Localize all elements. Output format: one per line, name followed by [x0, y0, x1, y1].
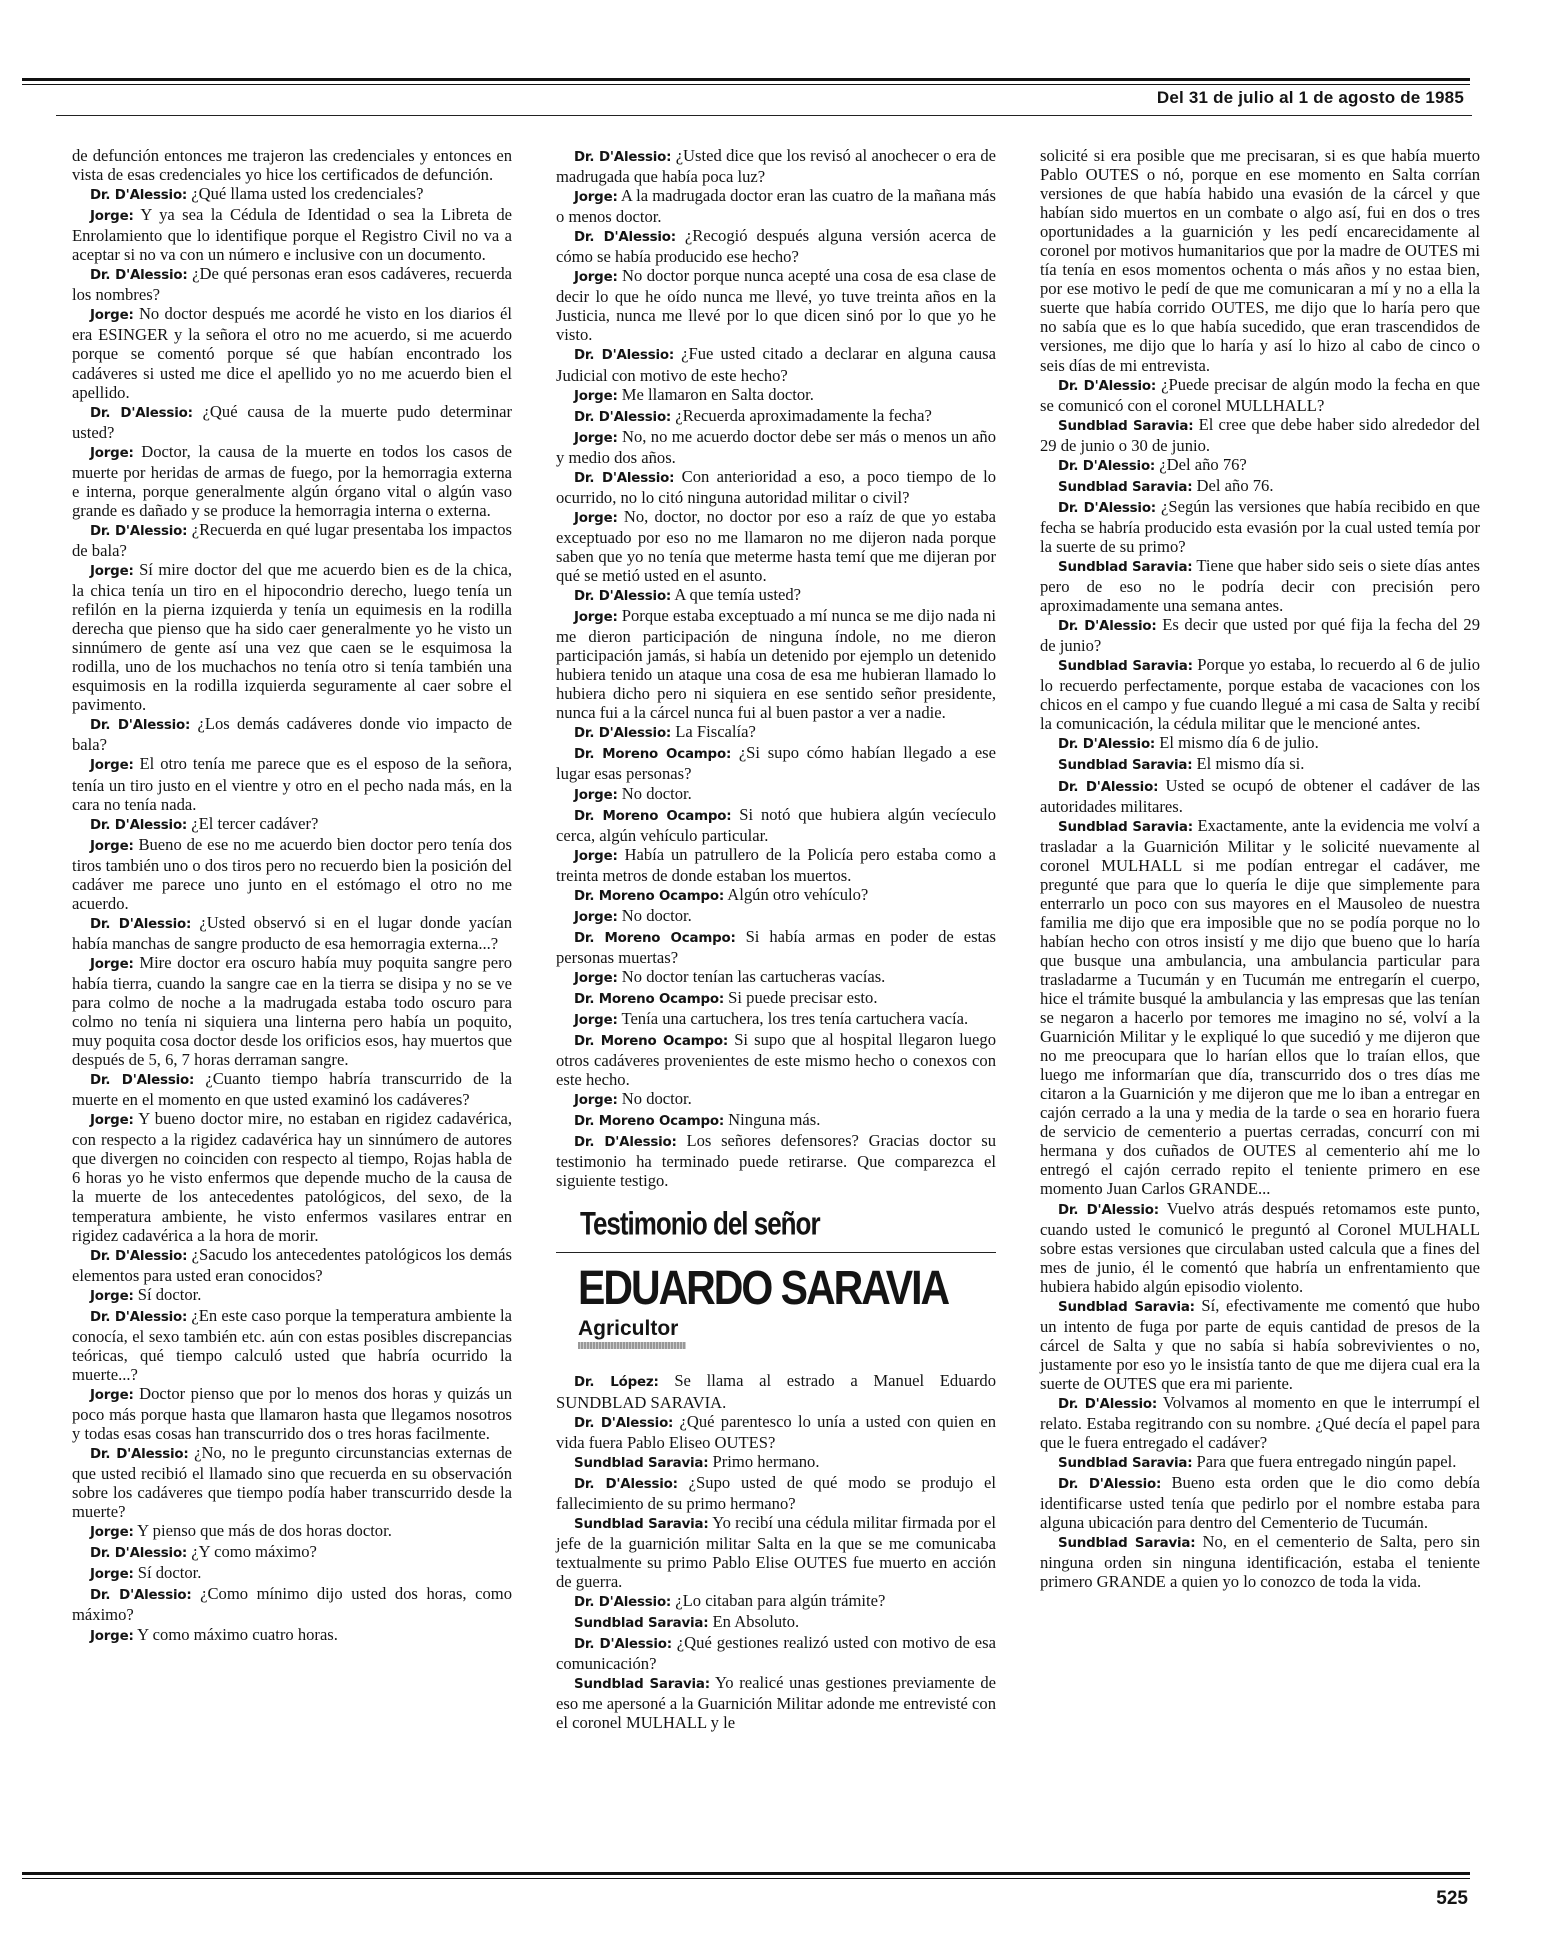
- speech-text: ¿De qué personas eran esos cadáveres, recuerda los nombres?: [72, 264, 513, 305]
- transcript-paragraph: [72, 1542, 512, 1563]
- speaker-label: Jorge:: [574, 1093, 618, 1109]
- top-rule: [22, 78, 1470, 81]
- speech-text: La Fiscalía?: [675, 722, 756, 742]
- speaker-label: Jorge:: [90, 838, 134, 854]
- speech-text: Y pienso que más de dos horas doctor.: [137, 1521, 392, 1541]
- transcript-paragraph: [556, 906, 996, 927]
- speech-text: Si supo que al hospital llegaron luego otros cadáveres provenientes de este mismo hecho o conexos con este hecho.: [556, 1030, 996, 1090]
- speaker-label: Jorge:: [90, 758, 134, 774]
- speech-text: No, en el cementerio de Salta, pero sin ninguna orden sin ninguna identificación, estaba el teniente primero GRANDE a quien yo lo conozco de toda la vida.: [1040, 1532, 1481, 1592]
- transcript-paragraph: [556, 805, 996, 845]
- speech-text: Porque estaba exceptuado a mí nunca se me dijo nada ni me dieron participación de ninguna índole, no me dieron participación jamás, si había un detenido por ejemplo un detenido hubiera tenido un ataque una cosa de esa me hubieran llamado lo hubiera dicho pero ni siquiera en ese sentido señor presidente, nunca fui a la cárcel nunca fui al buen pastor a ver a nadie.: [556, 606, 996, 723]
- speech-text: A la madrugada doctor eran las cuatro de la mañana más o menos doctor.: [556, 186, 997, 227]
- transcript-paragraph: [72, 264, 512, 304]
- speech-text: A que temía usted?: [674, 585, 802, 605]
- speech-text: ¿Puede precisar de algún modo la fecha en que se comunicó con el coronel MULLHALL?: [1040, 374, 1480, 415]
- speaker-label: Dr. D'Alessio:: [90, 1588, 192, 1604]
- speech-text: ¿Qué parentesco lo unía a usted con quien en vida fuera Pablo Eliseo OUTES?: [556, 1411, 996, 1452]
- transcript-paragraph: [556, 1612, 996, 1633]
- speaker-label: Jorge:: [90, 1113, 134, 1129]
- transcript-paragraph: [72, 442, 512, 520]
- speech-text: ¿Qué gestiones realizó usted con motivo de esa comunicación?: [556, 1633, 996, 1674]
- transcript-paragraph: [1040, 1473, 1480, 1532]
- transcript-paragraph: [1040, 754, 1480, 775]
- speaker-label: Jorge:: [90, 563, 134, 579]
- transcript-paragraph: [72, 714, 512, 754]
- transcript-paragraph: [72, 835, 512, 913]
- column-2: [556, 146, 996, 1732]
- speaker-label: Jorge:: [574, 1013, 618, 1029]
- speech-text: ¿No, no le pregunto circunstancias externas de que usted recibió el llamado sino que recuerda en su observación sobre los cadáveres que tiempo podía haber transcurrido desde la muerte?: [72, 1443, 512, 1522]
- speech-text: solicité si era posible que me precisaran, si es que había muerto Pablo OUTES o nó, porque en ese momento en Salta corrían versiones de que había habido una evasión de la cárcel y que habían sido muertos en un combate o algo así, fui en dos o tres oportunidades a la guarnición y les pedí encarecidamente al coronel por motivos humanitarios que por la madre de OUTES mi tía tenía en esos momentos ochenta o más años y no estaa bien, por ese motivo le pedí de que me comunicaran a mí y no a ella la suerte que había corrido OUTES, me dijo que lo haría pero que no sabía que es lo que había sucedido, que eran trascendidos de versiones, me dijo que lo haría y así lo hizo al cabo de cinco o seis días de mi entrevista.: [1040, 146, 1480, 375]
- speech-text: Doctor pienso que por lo menos dos horas y quizás un poco más porque hasta que llamaron hasta que llegamos nosotros y todas esas cosas han transcurrido dos o tres horas facilmente.: [72, 1383, 512, 1444]
- transcript-paragraph: [556, 722, 996, 743]
- speech-text: El otro tenía me parece que es el esposo de la señora, tenía un tiro justo en el vientre y otro en el pecho nada más, en la cara no tenía nada.: [72, 754, 513, 814]
- transcript-paragraph: [72, 205, 512, 264]
- speech-text: Los señores defensores? Gracias doctor su testimonio ha terminado puede retirarse. Que comparezca el siguiente testigo.: [556, 1131, 996, 1191]
- transcript-paragraph: [556, 186, 996, 226]
- speech-text: Yo recibí una cédula militar firmada por el jefe de la guarnición militar Salta en la que se me comunicaba textualmente su primo Pablo Elise OUTES fue muerto en acción de guerra.: [556, 1512, 996, 1591]
- transcript-paragraph: [556, 1452, 996, 1473]
- speaker-label: Sundblad Saravia:: [574, 1616, 709, 1632]
- speaker-label: Jorge:: [574, 787, 618, 803]
- speaker-label: Sundblad Saravia:: [1058, 758, 1193, 774]
- transcript-paragraph: [72, 1563, 512, 1584]
- speaker-label: Dr. D'Alessio:: [90, 1248, 188, 1264]
- speaker-label: Jorge:: [90, 308, 134, 324]
- transcript-paragraph: [1040, 556, 1480, 615]
- bottom-rule: [22, 1872, 1470, 1875]
- column-1: [72, 146, 512, 1646]
- speaker-label: Sundblad Saravia:: [1058, 1536, 1196, 1552]
- speech-text: Para que fuera entregado ningún papel.: [1196, 1452, 1457, 1472]
- section-rule: [556, 1252, 996, 1253]
- speaker-label: Jorge:: [574, 909, 618, 925]
- speech-text: Volvamos al momento en que le interrumpí el relato. Estaba regitrando con su nombre. ¿Qué decía el papel para que le fuera entregado el cadáver?: [1040, 1393, 1480, 1453]
- speaker-label: Sundblad Saravia:: [1058, 1299, 1195, 1315]
- speaker-label: Dr. D'Alessio:: [1058, 1397, 1158, 1412]
- speaker-label: Dr. D'Alessio:: [1058, 619, 1157, 635]
- speech-text: Si había armas en poder de estas personas muertas?: [556, 926, 996, 967]
- transcript-paragraph: [556, 1633, 996, 1673]
- transcript-paragraph: [556, 1110, 996, 1131]
- speech-text: Doctor, la causa de la muerte en todos los casos de muerte por heridas de armas de fuego, por la hemorragia externa e interna, porque generalmente algún órgano vital o algún vaso grande es dañado y se produce la hemorragia interna o externa.: [72, 441, 512, 520]
- transcript-paragraph: [1040, 146, 1480, 375]
- transcript-paragraph: [1040, 415, 1480, 455]
- speaker-label: Dr. D'Alessio:: [574, 1415, 674, 1431]
- transcript-paragraph: [556, 585, 996, 606]
- speaker-label: Dr. D'Alessio:: [90, 268, 188, 284]
- transcript-paragraph: [556, 1673, 996, 1732]
- speaker-label: Dr. D'Alessio:: [574, 470, 675, 486]
- section-header: [556, 1204, 996, 1349]
- speech-text: Me llamaron en Salta doctor.: [621, 384, 814, 404]
- speaker-label: Jorge:: [90, 1288, 134, 1304]
- column-3: [1040, 146, 1480, 1591]
- speech-text: No, no me acuerdo doctor debe ser más o menos un año y medio dos años.: [556, 426, 996, 467]
- speaker-label: Dr. D'Alessio:: [1058, 779, 1159, 795]
- speaker-label: Dr. D'Alessio:: [90, 523, 188, 539]
- speech-text: Con anterioridad a eso, a poco tiempo de lo ocurrido, no lo citó ninguna autoridad militar o civil?: [556, 466, 996, 507]
- transcript-paragraph: [1040, 1532, 1480, 1591]
- speech-text: Vuelvo atrás después retomamos este punto, cuando usted le comunicó le preguntó al Coronel MULHALL sobre estas versiones que circulaban usted calcula que a fines del mes de junio, él le comentó que habría un enfrentamiento que hubiera habido algún episodio violento.: [1040, 1198, 1480, 1296]
- speech-text: Del año 76.: [1196, 475, 1274, 495]
- speaker-label: Dr. Moreno Ocampo:: [574, 1114, 725, 1130]
- speaker-label: Jorge:: [574, 190, 618, 206]
- speaker-label: Sundblad Saravia:: [574, 1455, 709, 1471]
- speaker-label: Dr. D'Alessio:: [1058, 458, 1156, 474]
- speech-text: Bueno de ese no me acuerdo bien doctor pero tenía dos tiros también uno o dos tiros pero no recuerdo bien la posición del cadáver me parece uno junto en el estómago el otro no me acuerdo.: [72, 834, 512, 913]
- speaker-label: Dr. Moreno Ocampo:: [574, 808, 732, 824]
- transcript-paragraph: [72, 1584, 512, 1624]
- speaker-label: Dr. D'Alessio:: [1058, 500, 1156, 516]
- speech-text: ¿Supo usted de qué modo se produjo el fallecimiento de su primo hermano?: [556, 1472, 997, 1513]
- speaker-label: Sundblad Saravia:: [1058, 659, 1193, 675]
- speech-text: En Absoluto.: [712, 1612, 800, 1632]
- speaker-label: Jorge:: [90, 445, 134, 461]
- speech-text: Usted se ocupó de obtener el cadáver de las autoridades militares.: [1040, 775, 1480, 816]
- speech-text: Sí doctor.: [137, 1284, 202, 1304]
- speaker-label: Sundblad Saravia:: [1058, 418, 1194, 434]
- speaker-label: Dr. D'Alessio:: [574, 726, 672, 742]
- speaker-label: Dr. D'Alessio:: [1058, 737, 1156, 753]
- transcript-paragraph: [72, 1285, 512, 1306]
- speaker-label: Dr. D'Alessio:: [574, 348, 675, 364]
- transcript-paragraph: [1040, 476, 1480, 497]
- speaker-label: Dr. D'Alessio:: [90, 1447, 189, 1463]
- transcript-paragraph: [556, 967, 996, 988]
- transcript-paragraph: [72, 754, 512, 813]
- speech-text: Mire doctor era oscuro había muy poquita sangre pero había tierra, cuando la sangre cae en la tierra se disipa y no se ve para colmo de noche a la madrugada estaba todo oscuro para colmo no tenía ni siquiera una linterna pero había un poquito, muy poquita cosa doctor desde los orificios esos, hay muertos que después de 5, 6, 7 horas derraman sangre.: [72, 952, 512, 1070]
- transcript-paragraph: [1040, 455, 1480, 476]
- speech-text: ¿El tercer cadáver?: [191, 813, 319, 833]
- transcript-paragraph: [556, 266, 996, 344]
- speaker-label: Dr. D'Alessio:: [574, 1595, 672, 1610]
- transcript-paragraph: [1040, 816, 1480, 1199]
- speaker-label: Sundblad Saravia:: [1058, 559, 1193, 575]
- speaker-label: Dr. Moreno Ocampo:: [574, 991, 725, 1007]
- speaker-label: Dr. D'Alessio:: [574, 150, 672, 165]
- speech-text: ¿Si supo cómo habían llegado a ese lugar esas personas?: [556, 743, 997, 784]
- speech-text: No doctor.: [621, 783, 692, 803]
- speech-text: No doctor porque nunca acepté una cosa de esa clase de decir lo que he oído nunca me llevé, yo tuve treinta años en la Justicia, nunca me llevé por lo que dicen sinó por lo que yo he visto.: [556, 266, 997, 345]
- speaker-label: Sundblad Saravia:: [1058, 1456, 1193, 1472]
- speaker-label: Jorge:: [574, 848, 618, 864]
- speaker-label: Dr. D'Alessio:: [90, 1073, 195, 1089]
- transcript-paragraph: [556, 406, 996, 427]
- speaker-label: Dr. D'Alessio:: [574, 1135, 677, 1151]
- speaker-label: Jorge:: [90, 1628, 134, 1644]
- transcript-paragraph: [556, 988, 996, 1009]
- column-2-transcript: [556, 146, 996, 1190]
- speech-text: No, doctor, no doctor por eso a raíz de que yo estaba exceptuado por eso no me llamaron no me dijeron nada porque saben que yo no tenía que meterme hasta temí que me dijeran por qué se metió usted en el asunto.: [556, 506, 996, 585]
- speech-text: ¿Del año 76?: [1159, 454, 1247, 474]
- speaker-label: Dr. D'Alessio:: [574, 1637, 672, 1653]
- speech-text: No doctor.: [621, 905, 692, 925]
- speech-text: Ninguna más.: [728, 1110, 821, 1130]
- speech-text: ¿Recuerda aproximadamente la fecha?: [675, 405, 932, 425]
- transcript-paragraph: [556, 1089, 996, 1110]
- transcript-paragraph: [556, 1371, 996, 1411]
- speech-text: Algún otro vehículo?: [727, 884, 869, 904]
- speaker-label: Jorge:: [574, 430, 618, 446]
- transcript-paragraph: [556, 1131, 996, 1190]
- speech-text: ¿Lo citaban para algún trámite?: [675, 1591, 886, 1610]
- speech-text: Yo realicé unas gestiones previamente de eso me apersoné a la Guarnición Militar adonde me entrevisté con el coronel MULHALL y le: [556, 1673, 996, 1733]
- speech-text: Se llama al estrado a Manuel Eduardo SUNDBLAD SARAVIA.: [556, 1371, 996, 1412]
- transcript-paragraph: [556, 784, 996, 805]
- transcript-paragraph: [72, 402, 512, 442]
- section-lead: Testimonio del señor: [580, 1204, 820, 1243]
- speaker-label: Sundblad Saravia:: [1058, 819, 1193, 835]
- transcript-paragraph: [556, 1412, 996, 1452]
- speaker-label: Dr. D'Alessio:: [1058, 1477, 1162, 1493]
- speaker-label: Sundblad Saravia:: [1058, 479, 1193, 495]
- speaker-label: Sundblad Saravia:: [574, 1516, 709, 1532]
- transcript-paragraph: [72, 1384, 512, 1443]
- transcript-paragraph: [72, 1443, 512, 1521]
- speech-text: Había un patrullero de la Policía pero estaba como a treinta metros de donde estaban los muertos.: [556, 844, 996, 885]
- speech-text: ¿Los demás cadáveres donde vio impacto de bala?: [72, 714, 512, 755]
- speech-text: Y bueno doctor mire, no estaban en rigidez cadavérica, con respecto a la rigidez cadavérica hay un sinnúmero de autores que divergen no coinciden con respecto al tiempo, Rojas habla de 6 horas yo he visto enfermos que depende mucho de la causa de la muerte de los antecedentes patológicos, del sexo, de la temperatura ambiente, he visto enfermos vasilares entrar en rigidez cadavérica a la hora de morir.: [72, 1109, 512, 1245]
- speech-text: ¿Qué causa de la muerte pudo determinar usted?: [72, 401, 513, 442]
- top-rule-thin: [22, 84, 1470, 85]
- section-ornament: [578, 1342, 686, 1349]
- transcript-paragraph: [556, 606, 996, 722]
- speech-text: ¿Qué llama usted los credenciales?: [191, 184, 424, 204]
- speaker-label: Dr. D'Alessio:: [90, 817, 188, 833]
- transcript-paragraph: [556, 1473, 996, 1513]
- speaker-label: Sundblad Saravia:: [574, 1677, 710, 1693]
- bottom-rule-thin: [22, 1878, 1470, 1879]
- transcript-paragraph: [556, 467, 996, 507]
- speech-text: Si puede precisar esto.: [728, 987, 878, 1007]
- transcript-paragraph: [1040, 1296, 1480, 1393]
- transcript-paragraph: [556, 743, 996, 783]
- transcript-paragraph: [556, 1513, 996, 1591]
- transcript-paragraph: [556, 885, 996, 906]
- speech-text: Sí mire doctor del que me acuerdo bien es de la chica, la chica tenía un tiro en el hipocondrio derecho, luego tenía un refilón en la pierna izquierda y tenía un equimesis en la rodilla derecha que pienso que ha sido caer generalmente yo he visto un sinnúmero de gente así una vez que caen se le esquimosa la rodilla, uno de los muchachos no tenía otro si tenía también una esquimosis en la rodilla izquierda seguramente al caer sobre el pavimento.: [72, 559, 512, 715]
- speaker-label: Jorge:: [574, 610, 618, 626]
- header-rule: [56, 115, 1472, 116]
- speaker-label: Dr. D'Alessio:: [574, 589, 672, 605]
- transcript-paragraph: [556, 385, 996, 406]
- transcript-paragraph: [1040, 1452, 1480, 1473]
- speech-text: ¿Recuerda en qué lugar presentaba los impactos de bala?: [72, 519, 513, 560]
- speech-text: El mismo día si.: [1196, 754, 1305, 774]
- speaker-label: Dr. D'Alessio:: [90, 718, 191, 734]
- speech-text: ¿Sacudo los antecedentes patológicos los demás elementos para usted eran conocidos?: [72, 1244, 513, 1285]
- transcript-paragraph: [556, 427, 996, 467]
- speech-text: No doctor tenían las cartucheras vacías.: [621, 966, 886, 986]
- transcript-paragraph: [72, 560, 512, 714]
- speaker-label: Dr. Moreno Ocampo:: [574, 1034, 729, 1050]
- speech-text: El mismo día 6 de julio.: [1159, 733, 1319, 753]
- transcript-paragraph: [72, 184, 512, 205]
- speech-text: Tenía una cartuchera, los tres tenía cartuchera vacía.: [621, 1009, 969, 1029]
- speech-text: ¿Cuanto tiempo habría transcurrido de la muerte en el momento en que usted examinó los cadáveres?: [72, 1069, 513, 1110]
- transcript-paragraph: [1040, 1199, 1480, 1296]
- transcript-paragraph: [556, 507, 996, 585]
- column-2-transcript-continued: [556, 1371, 996, 1732]
- speech-text: Sí, efectivamente me comentó que hubo un intento de fuga por parte de equis cantidad de presos de la cárcel de Salta y que no sabía si había sobrevivientes o no, justamente por eso yo le insistía tanto de que me dijera cual era la suerte de OUTES que era mi pariente.: [1040, 1295, 1480, 1393]
- speech-text: de defunción entonces me trajeron las credenciales y entonces en vista de esas credenciales yo hice los certificados de defunción.: [72, 146, 512, 185]
- speaker-label: Jorge:: [90, 1567, 134, 1583]
- speaker-label: Jorge:: [90, 956, 134, 972]
- transcript-paragraph: [556, 226, 996, 266]
- transcript-paragraph: [72, 913, 512, 953]
- speech-text: Porque yo estaba, lo recuerdo al 6 de julio lo recuerdo perfectamente, porque estaba de vacaciones con los chicos en el campo y fue cuando llegué a mi casa de Salta y recibí la comunicación, la cédula militar que le mencioné antes.: [1040, 655, 1480, 734]
- transcript-paragraph: [72, 953, 512, 1069]
- transcript-paragraph: [556, 344, 996, 384]
- speaker-label: Jorge:: [574, 510, 618, 526]
- speaker-label: Dr. D'Alessio:: [1058, 1202, 1159, 1218]
- speech-text: No doctor.: [621, 1089, 692, 1109]
- speech-text: Bueno esta orden que le dio como debía identificarse usted tenía que pedirlo por el nombre estaba para alguna ubicación para dentro del Cementerio de Tucumán.: [1040, 1473, 1481, 1533]
- speech-text: Es decir que usted por qué fija la fecha del 29 de junio?: [1040, 615, 1480, 656]
- speaker-label: Jorge:: [90, 1525, 134, 1541]
- transcript-paragraph: [1040, 733, 1480, 754]
- speech-text: Tiene que haber sido seis o siete días antes pero de eso no le podría decir con precisión pero aproximadamente una semana antes.: [1040, 555, 1480, 616]
- transcript-paragraph: [556, 1030, 996, 1089]
- speech-text: No doctor después me acordé he visto en los diarios él era ESINGER y la señora el otro no me acuerdo, si me acuerdo porque se comentó porque sé que habían encontrado los cadáveres si usted me dice el apellido yo no me acuerdo bien el apellido.: [72, 304, 512, 402]
- speaker-label: Dr. D'Alessio:: [574, 230, 676, 246]
- speech-text: Y como máximo cuatro horas.: [137, 1624, 338, 1644]
- transcript-paragraph: [72, 1625, 512, 1646]
- speech-text: Exactamente, ante la evidencia me volví a trasladar a la Guarnición Militar y le solicité nuevamente al coronel MULHALL si me podían entregar el cadáver, me pregunté que para que lo quería le dije que simplemente para enterrarlo un poco con sus mayores en el Mausoleo de nuestra familia me dijo que era imposible que no se podía porque no lo habían hecho con otros insistí y me dijo que bueno que lo haría que busque una ambulancia, una ambulancia particular para trasladarme a Tucumán y en Tucumán me entregarín el cuerpo, hice el trámite busqué la ambulancia y las empresas que las tenían se negaron a hacerlo por temores me imagino no sé, volví a la Guarnición Militar y le expliqué lo que sucedió y me dijeron que no me preocupara que lo harían ellos que lo traían ellos, que luego me informarían que día, transcurrido dos o tres días me citaron a la Guarnición y me dijeron que me lo iban a entregar en cajón cerrado a la una y media de la tarde o sea en horario fuera de servicio de cementerio a puertas cerradas, concurrí con mi hermana y dos cuñados de OUTES al cementerio ahí me lo entregó el cajón cerrado repito el teniente primero en ese momento Juan Carlos GRANDE...: [1040, 815, 1480, 1199]
- speech-text: ¿Fue usted citado a declarar en alguna causa Judicial con motivo de este hecho?: [556, 344, 996, 385]
- speech-text: ¿Usted observó si en el lugar donde yacían había manchas de sangre producto de esa hemorragia externa...?: [72, 912, 513, 953]
- speaker-label: Dr. D'Alessio:: [90, 405, 193, 421]
- transcript-paragraph: [72, 1245, 512, 1285]
- transcript-paragraph: [72, 520, 512, 560]
- transcript-paragraph: [556, 927, 996, 967]
- transcript-paragraph: [72, 1306, 512, 1384]
- transcript-paragraph: [72, 1069, 512, 1109]
- speaker-label: Dr. López:: [574, 1375, 659, 1391]
- transcript-paragraph: [1040, 1393, 1480, 1452]
- speaker-label: Dr. D'Alessio:: [90, 188, 188, 204]
- speaker-label: Dr. D'Alessio:: [574, 409, 672, 425]
- transcript-paragraph: [72, 1521, 512, 1542]
- witness-occupation: Agricultor: [578, 1317, 679, 1341]
- speaker-label: Dr. Moreno Ocampo:: [574, 747, 732, 763]
- transcript-paragraph: [1040, 497, 1480, 556]
- speech-text: ¿Y como máximo?: [191, 1542, 317, 1562]
- speech-text: ¿Recogió después alguna versión acerca de cómo se había producido ese hecho?: [556, 226, 997, 267]
- speaker-label: Jorge:: [574, 388, 618, 404]
- transcript-paragraph: [556, 1009, 996, 1030]
- transcript-paragraph: [72, 814, 512, 835]
- transcript-paragraph: [1040, 615, 1480, 655]
- speech-text: Y ya sea la Cédula de Identidad o sea la Libreta de Enrolamiento que lo identifique porque el Registro Civil no va a aceptar si no va con un número e inclusive con un documento.: [72, 205, 512, 265]
- speaker-label: Dr. D'Alessio:: [90, 1309, 188, 1325]
- transcript-paragraph: [1040, 375, 1480, 415]
- transcript-paragraph: [556, 845, 996, 885]
- speaker-label: Dr. D'Alessio:: [90, 1546, 188, 1562]
- speaker-label: Jorge:: [574, 270, 618, 286]
- speech-text: ¿Según las versiones que había recibido en que fecha se habría producido esta evasión por la cual usted temía por la suerte de su primo?: [1040, 496, 1480, 556]
- speaker-label: Jorge:: [90, 1387, 134, 1403]
- speech-text: ¿En este caso porque la temperatura ambiente la conocía, el sexo también etc. aún con estas posibles discrepancias teóricas, qué tiempo calculó usted que habría ocurrido la muerte...?: [72, 1305, 512, 1384]
- speaker-label: Dr. Moreno Ocampo:: [574, 888, 725, 904]
- speaker-label: Dr. D'Alessio:: [1058, 378, 1157, 394]
- transcript-paragraph: [556, 1591, 996, 1612]
- speech-text: El cree que debe haber sido alrededor del 29 de junio o 30 de junio.: [1040, 414, 1480, 455]
- transcript-paragraph: [1040, 776, 1480, 816]
- witness-name: EDUARDO SARAVIA: [578, 1260, 949, 1315]
- speaker-label: Jorge:: [90, 209, 134, 225]
- transcript-paragraph: [556, 146, 996, 186]
- speech-text: ¿Usted dice que los revisó al anochecer o era de madrugada que había poca luz?: [556, 146, 996, 187]
- speech-text: Sí doctor.: [137, 1563, 202, 1583]
- issue-date: Del 31 de julio al 1 de agosto de 1985: [1156, 88, 1464, 107]
- speaker-label: Dr. D'Alessio:: [574, 1476, 678, 1492]
- speaker-label: Dr. D'Alessio:: [90, 916, 192, 932]
- transcript-paragraph: [72, 1109, 512, 1244]
- transcript-paragraph: [72, 304, 512, 401]
- transcript-paragraph: [1040, 655, 1480, 733]
- transcript-paragraph: [72, 146, 512, 184]
- speaker-label: Jorge:: [574, 970, 618, 986]
- page-number: 525: [1436, 1888, 1468, 1909]
- speech-text: ¿Como mínimo dijo usted dos horas, como máximo?: [72, 1584, 512, 1625]
- speech-text: Primo hermano.: [712, 1451, 820, 1471]
- speech-text: Si notó que hubiera algún vecíeculo cerca, algún vehículo particular.: [556, 804, 997, 845]
- speaker-label: Dr. Moreno Ocampo:: [574, 930, 736, 946]
